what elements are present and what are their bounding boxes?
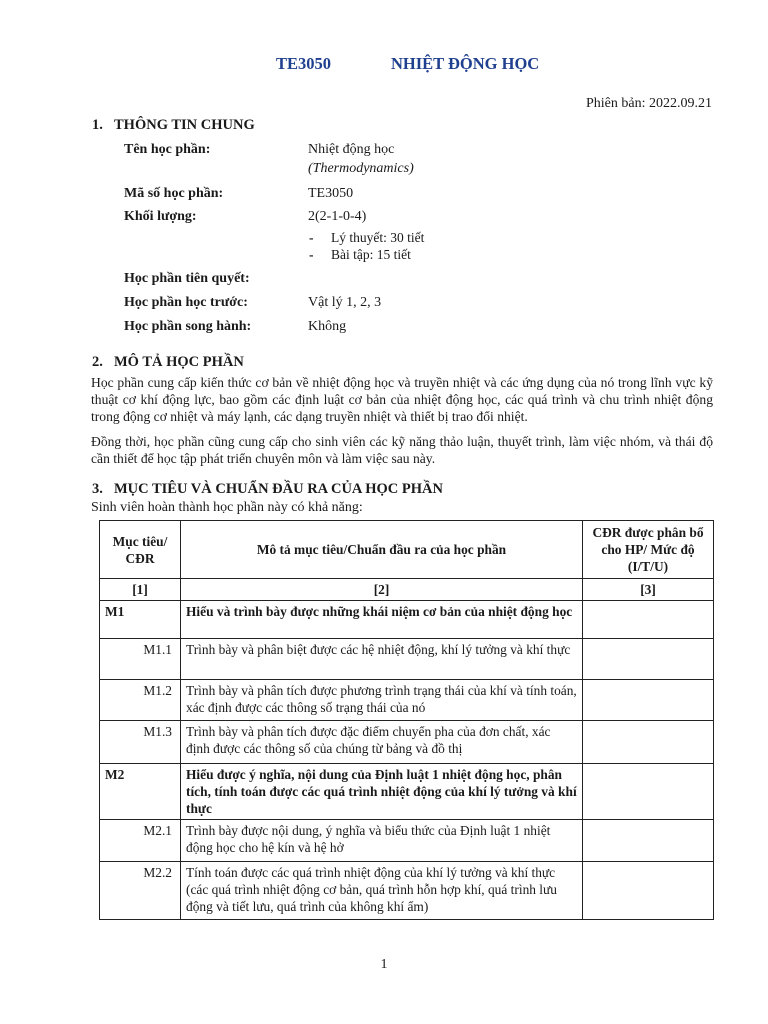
objective-level [583,721,714,764]
table-row [100,639,714,680]
course-code-label: Mã số học phần: [124,186,224,201]
objective-description: Trình bày và phân biệt được các hệ nhiệt động, khí lý tưởng và khí thực [181,639,583,680]
objective-level [583,764,714,820]
objective-description: Hiểu được ý nghĩa, nội dung của Định luật 1 nhiệt động học, phân tích, tính toán được các quá trình nhiệt động của khí lý tưởng và khí thực [181,764,583,820]
objective-code: M2.2 [100,862,181,920]
objective-level [583,680,714,721]
course-name-title: NHIỆT ĐỘNG HỌC [391,54,540,73]
course-name-english: (Thermodynamics) [308,161,414,176]
objective-level [583,601,714,639]
header-objective-description: Mô tả mục tiêu/Chuẩn đầu ra của học phần [181,521,583,579]
table-index-row [100,579,714,601]
corequisite-label: Học phần song hành: [124,319,252,334]
table-row [100,601,714,639]
credits-label: Khối lượng: [124,209,197,224]
objective-description: Trình bày được nội dung, ý nghĩa và biểu thức của Định luật 1 nhiệt động học cho hệ kín và hệ hở [181,820,583,862]
index-cell: [1] [100,579,181,601]
objective-code: M2 [100,764,181,820]
objective-code: M1.1 [100,639,181,680]
header-outcome-level: CĐR được phân bổ cho HP/ Mức độ (I/T/U) [583,521,714,579]
credits-item-theory-text: Lý thuyết: 30 tiết [331,230,425,245]
credits-item-exercise-text: Bài tập: 15 tiết [331,247,411,262]
credits-item-exercise: - Bài tập: 15 tiết [309,247,411,262]
objectives-table [99,520,714,920]
prior-course-label: Học phần học trước: [124,295,248,310]
section-1-title: THÔNG TIN CHUNG [114,117,255,133]
section-3-title: MỤC TIÊU VÀ CHUẨN ĐẦU RA CỦA HỌC PHẦN [114,481,443,497]
objectives-intro: Sinh viên hoàn thành học phần này có khả năng: [91,500,363,515]
course-code-title: TE3050 [276,54,332,73]
table-row [100,680,714,721]
index-cell: [2] [181,579,583,601]
credits-value: 2(2-1-0-4) [308,209,367,224]
objective-level [583,639,714,680]
prerequisite-label: Học phần tiên quyết: [124,271,250,286]
objective-code: M1.2 [100,680,181,721]
section-2-number: 2. [92,354,103,370]
objective-code: M2.1 [100,820,181,862]
index-cell: [3] [583,579,714,601]
section-3-heading [92,481,443,498]
course-name-label: Tên học phần: [124,142,211,157]
course-code-value: TE3050 [308,186,354,201]
course-name-value: Nhiệt động học [308,142,395,157]
credits-item-theory: - Lý thuyết: 30 tiết [309,230,425,245]
objective-description: Trình bày và phân tích được đặc điểm chuyển pha của đơn chất, xác định được các thông số của chúng từ bảng và đồ thị [181,721,583,764]
header-objective-code: Mục tiêu/ CĐR [100,521,181,579]
table-header-row [100,521,714,579]
corequisite-value: Không [308,319,347,334]
description-paragraph-2: Đồng thời, học phần cũng cung cấp cho sinh viên các kỹ năng thảo luận, thuyết trình, làm việc nhóm, và thái độ cần thiết để học tập phát triển chuyên môn và làm việc sau này. [91,434,713,466]
prior-course-value: Vật lý 1, 2, 3 [308,295,382,310]
table-row [100,862,714,920]
table-row [100,820,714,862]
section-2-title: MÔ TẢ HỌC PHẦN [114,354,244,370]
description-paragraph-1: Học phần cung cấp kiến thức cơ bản về nhiệt động học và truyền nhiệt và các ứng dụng của nó trong lĩnh vực kỹ thuật cơ khí động lực, bao gồm các định luật cơ bản của nhiệt động học, các quá trình và chu trình nhiệt động trong động cơ nhiệt và máy lạnh, các dạng truyền nhiệt và thiết bị trao đổi nhiệt. [91,375,713,424]
objective-description: Tính toán được các quá trình nhiệt động của khí lý tưởng và khí thực (các quá trình nhiệt động cơ bản, quá trình hỗn hợp khí, quá trình lưu động và tiết lưu, quá trình của không khí ẩm) [181,862,583,920]
objective-level [583,862,714,920]
table-row [100,721,714,764]
page-number: 1 [380,957,388,972]
section-2-heading [92,354,244,371]
objective-description: Trình bày và phân tích được phương trình trạng thái của khí và tính toán, xác định được các thông số trạng thái của nó [181,680,583,721]
section-1-heading [92,117,255,134]
objective-code: M1 [100,601,181,639]
table-row [100,764,714,820]
objective-description: Hiểu và trình bày được những khái niệm cơ bản của nhiệt động học [181,601,583,639]
section-1-number: 1. [92,117,103,133]
section-3-number: 3. [92,481,103,497]
objective-code: M1.3 [100,721,181,764]
version-label: Phiên bản: 2022.09.21 [586,96,712,111]
objective-level [583,820,714,862]
